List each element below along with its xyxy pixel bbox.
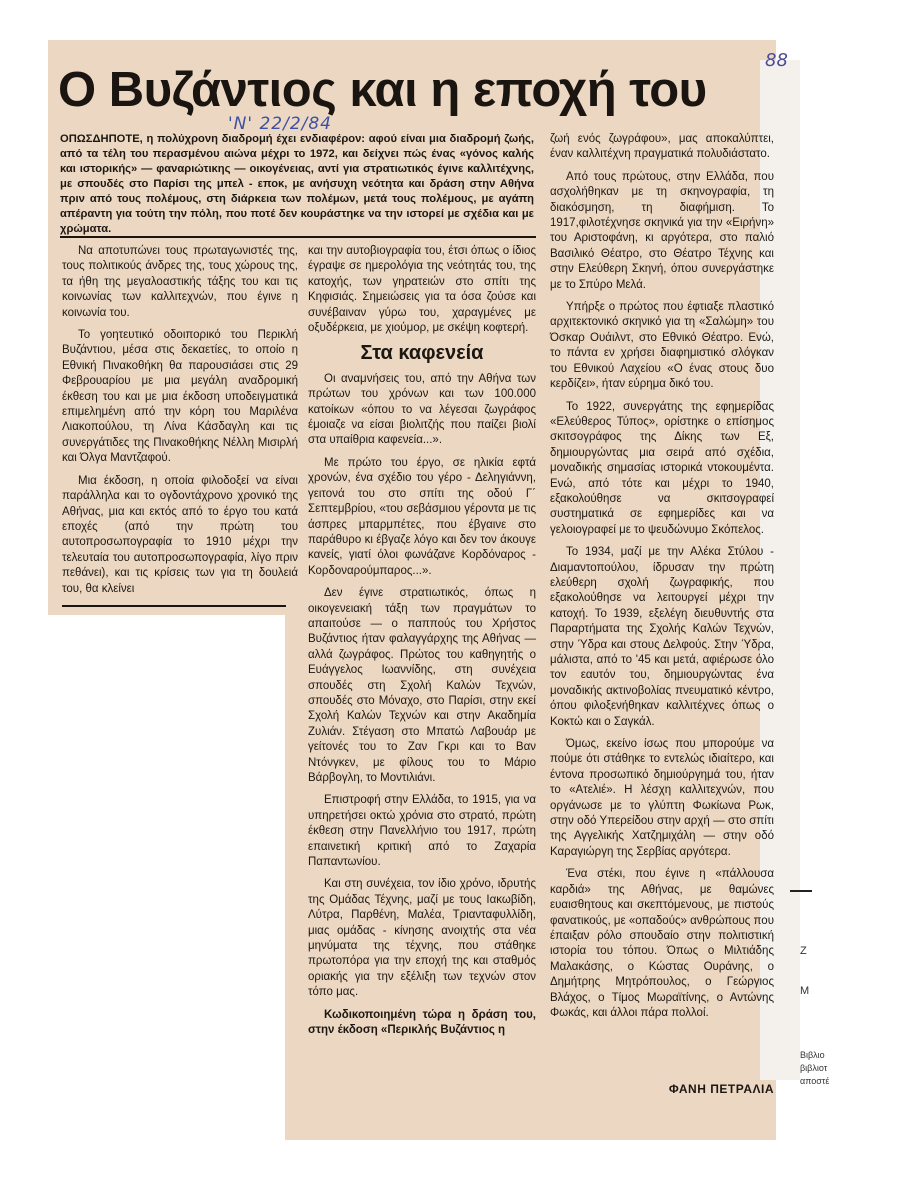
paragraph: Οι αναμνήσεις του, από την Αθήνα των πρώτων του χρόνων και των 100.000 κατοίκων «όπου το να λέγεσαι ζωγράφος έμοιαζε να είσαι βιολιτζής που παίζει βιολί στα υπαίθρια καφενεία...».: [308, 372, 536, 447]
paragraph: Όμως, εκείνο ίσως που μπορούμε να πούμε ότι στάθηκε το εντελώς ιδιαίτερο, και έντονα προσωπικό δημιούργημά του, ήταν το «Ατελιέ». Η λέσχη καλλιτεχνών, που οργάνωσε με το γλύπτη Φωκίωνα Ρωκ, στην οδό Υπερείδου στην αρχή — στο σπίτι της Αγγελικής Χατζημιχάλη — στην οδό Καραγιώργη της Σερβίας αργότερα.: [550, 738, 774, 858]
paragraph: Το 1934, μαζί με την Αλέκα Στύλου - Διαμαντοπούλου, ίδρυσαν την πρώτη ελεύθερη σχολή ζωγραφικής, που εξακολούθησε να λειτουργεί μέχρι την κατοχή. Το 1939, εξελέγη διευθυντής στα Παραρτήματα της Σχολής Καλών Τεχνών, στην Ύδρα και στους Δελφούς. Στην Ύδρα, μάλιστα, από το '45 και μετά, αφιέρωσε όλο τον εαυτόν του, δημιουργώντας ένα μοναδικής ακτινοβολίας πνευματικό κέντρο, όπου φιλοξενήθηκαν καλλιτέχνες όπως ο Κοκτώ και ο Σαγκάλ.: [550, 546, 774, 728]
paragraph: Από τους πρώτους, στην Ελλάδα, που ασχολήθηκαν με τη σκηνογραφία, τη διακόσμηση, τη διαφήμιση. Το 1917,φιλοτέχνησε σκηνικά για την «Ειρήνη» του Αριστοφάνη, κι αργότερα, στο παλιό Βασιλικό Θέατρο, στο Θέατρο Τέχνης και στην Ελεύθερη Σκηνή, όπου συνεργάστηκε με το Σπύρο Μελά.: [550, 170, 774, 291]
column-1-rule: [62, 605, 286, 607]
paragraph: Δεν έγινε στρατιωτικός, όπως η οικογενειακή τάξη των πραγμάτων το απαιτούσε — ο παππούς του Χρήστος Βυζάντιος ήταν φαλαγγάρχης της Αθήνας — αλλά ζωγράφος. Πρώτος του καθηγητής ο Ευάγγελος Ιωαννίδης, στη συνέχεια σπουδές στη Σχολή Καλών Τεχνών, σπουδές στο Μόναχο, στο Παρίσι, στην εκεί Σχολή Καλών Τεχνών και στην Ακαδημία Ζυλιάν. Στέγαση στο Μπατώ Λαβουάρ με γείτονές του το Ζαν Γκρι και το Βαν Ντόνγκεν, με φίλους του το Μάριο Βάρβογλη, το Μοντιλιάνι.: [308, 587, 536, 784]
article-lede: ΟΠΩΣΔΗΠΟΤΕ, η πολύχρονη διαδρομή έχει ενδιαφέρον: αφού είναι μια διαδρομή ζωής, από τα τέλη του περασμένου αιώνα μέχρι το 1972, και δείχνει πώς ένας «γόνος καλής και ιστορικής» — φαναριώτικης — οικογένειας, αντί για στρατιωτικός έγινε καλλιτέχνης, με σπουδές στο Παρίσι της μπελ - εποκ, με ανήσυχη νεότητα και δράση στην Αθήνα πριν από τους πολέμους, στη διάρκεια των πολέμων, μετά τους πολέμους, με αγάπη απέραντη για τούτη την πόλη, που ποτέ δεν κουράστηκε να την ιστορεί με σχέδια και με χρώματα.: [60, 133, 534, 235]
page-number: 88: [765, 50, 788, 71]
strip-text-4: βιβλιοτ: [800, 1063, 828, 1073]
paragraph: Κωδικοποιημένη τώρα η δράση του, στην έκδοση «Περικλής Βυζάντιος η: [308, 1008, 536, 1037]
strip-text-3: Βιβλιο: [800, 1050, 825, 1060]
paragraph: Ένα στέκι, που έγινε η «πάλλουσα καρδιά» της Αθήνας, με θαμώνες ευαισθητους και σκεπτόμενους, με πιστούς φανατικούς, με «οπαδούς» ανθρώπους που έπαιξαν ρόλο σπουδαίο στην πολιτιστική ιστορία του τόπου. Όπως ο Μιλτιάδης Μαλακάσης, ο Κώστας Ουράνης, ο Δημήτρης Μητρόπουλος, ο Γεώργιος Βλάχος, ο Τίμος Μωραϊτίνης, ο Αντώνης Φωκάς, και άλλοι πάρα πολλοί.: [550, 868, 774, 1019]
article-headline: Ο Βυζάντιος και η εποχή του: [58, 63, 707, 117]
strip-rule: [790, 890, 812, 892]
paragraph: Να αποτυπώνει τους πρωταγωνιστές της, τους πολιτικούς άνδρες της, τους χώρους της, τα ήθη της μεγαλοαστικής τάξης του και τις κοινωνίας των καλλιτεχνών, που έγινε η κοινωνία του.: [62, 245, 298, 319]
paragraph: Το 1922, συνεργάτης της εφημερίδας «Ελεύθερος Τύπος», ορίστηκε ο επίσημος σκιτσογράφος της Δίκης των Εξ, δημιουργώντας μια σειρά από σχέδια, μοναδικής σημασίας ιστορικά ντοκουμέντα. Ενώ, από τότε και μέχρι το 1940, εξακολούθησε να σκιτσογραφεί συστηματικά σε εφημερίδες και να γελοιογραφεί με το ψευδώνυμο Σκόπελος.: [550, 400, 774, 536]
paragraph: Το γοητευτικό οδοιπορικό του Περικλή Βυζάντιου, μέσα στις δεκαετίες, το οποίο η Εθνική Πινακοθήκη θα παρουσιάσει στις 29 Φεβρουαρίου με μια μεγάλη αναδρομική έκθεση του και με μια έκδοση υποδειγματικά επιμελημένη από την κόρη του Μαριλένα Λιακοπούλου, τη Λίνα Κάσδαγλη και τις συνεργάτιδες της Πινακοθήκης Νέλλη Μισιρλή και Όλγα Μαντζαφού.: [62, 329, 298, 465]
column-2: [308, 244, 536, 1039]
lede-rule: [60, 236, 536, 238]
section-subhead: Στα καφενεία: [360, 342, 484, 365]
paragraph: Επιστροφή στην Ελλάδα, το 1915, για να υπηρετήσει οκτώ χρόνια στο στρατό, πρώτη έκθεση στην Πανελλήνιο του 1917, πρώτη επαινετική κριτική από το Ζαχαρία Παπαντωνίου.: [308, 794, 536, 869]
handwritten-date-note: 'Ν' 22/2/84: [228, 114, 333, 134]
author-byline: ΦΑΝΗ ΠΕΤΡΑΛΙΑ: [668, 1082, 774, 1096]
paragraph: Και στη συνέχεια, τον ίδιο χρόνο, ιδρυτής της Ομάδας Τέχνης, μαζί με τους Ιακωβίδη, Λύτρα, Παρθένη, Μαλέα, Τριανταφυλλίδη, μιας ομάδας - κίνησης ανοιχτής στα νέα μηνύματα της τέχνης, που στάθηκε πρωτοπόρα για την εποχή της και σταθμός οριακής για την εξέλιξη των τεχνών στον τόπο μας.: [308, 878, 536, 999]
paragraph: Με πρώτο του έργο, σε ηλικία εφτά χρονών, ένα σχέδιο του γέρο - Δεληγιάννη, γειτονά του στο σπίτι της οδού Γ΄ Σεπτεμβρίου, «του σεβάσμιου γέροντα με τις άσπρες μπαρμπέτες, που έβγαινε στο παράθυρο κι έβγαζε λόγο και δεν τον άκουγε κανείς, γιατί όλοι φωνάζανε Κορδόναρος - Κορδοναρούμπαρος...».: [308, 456, 536, 577]
strip-text-1: Ζ: [800, 945, 807, 957]
column-3: [550, 132, 774, 1021]
paragraph: Υπήρξε ο πρώτος που έφτιαξε πλαστικό αρχιτεκτονικό σκηνικό για τη «Σαλώμη» του Όσκαρ Ουάιλντ, στο Εθνικό Θέατρο. Ενώ, το πάντα εν χρήσει διαφημιστικό σλόγκαν του Εθνικού Λαχείου «Ο ένας στους δυο κερδίζει», ήταν εύρημα δικό του.: [550, 301, 774, 391]
strip-text-5: αποστέ: [800, 1076, 830, 1086]
paragraph: ζωή ενός ζωγράφου», μας αποκαλύπτει, έναν καλλιτέχνη πραγματικά πολυδιάστατο.: [550, 133, 774, 161]
paragraph: Μια έκδοση, η οποία φιλοδοξεί να είναι παράλληλα και το ογδοντάχρονο χρονικό της Αθήνας, μια και εκτός από το έργο του κατά εποχές (από την πρώτη του αυτοπροσωπογραφία το 1910 μέχρι την τελευταία του αυτοπροσωπογραφία, λίγο πριν πεθάνει), και τις κρίσεις των για τη δουλειά του, θα κλείνει: [62, 474, 298, 595]
column-1: [62, 244, 298, 597]
strip-text-2: Μ: [800, 985, 810, 997]
paragraph: και την αυτοβιογραφία του, έτσι όπως ο ίδιος έγραψε σε ημερολόγια της νεότητάς του, της κατοχής, των γηρατειών στο σπίτι της Κηφισιάς. Σημειώσεις για τα όσα ζούσε και συνέβαιναν γύρω του, χαραγμένες με οξυδέρκεια, με χιούμορ, με σκέψη κοφτερή.: [308, 245, 536, 335]
